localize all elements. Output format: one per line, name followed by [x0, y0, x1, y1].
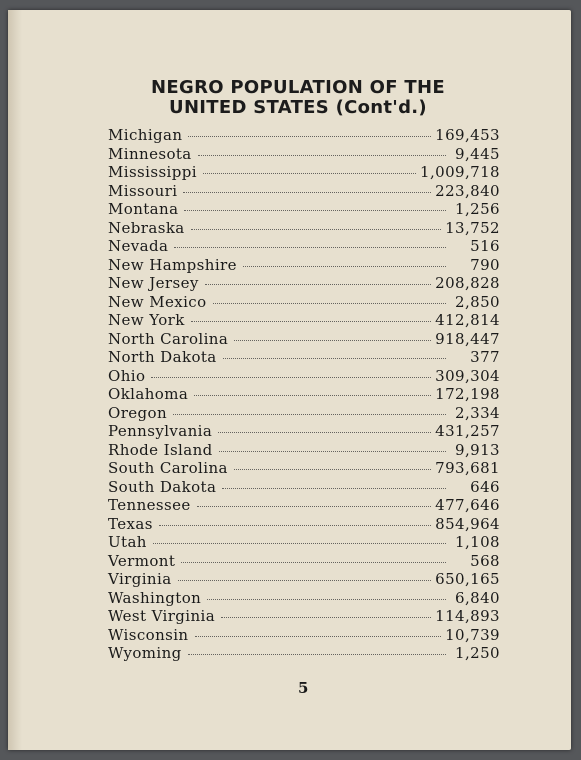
state-name: Virginia: [108, 570, 172, 588]
population-value: 1,256: [455, 200, 500, 218]
list-item: [108, 330, 500, 349]
list-item: [108, 607, 500, 626]
population-value: 377: [470, 348, 500, 366]
list-item: [108, 256, 500, 275]
list-item: [108, 478, 500, 497]
dot-leader: [234, 340, 431, 341]
state-name: Nebraska: [108, 218, 185, 237]
list-item: [108, 626, 500, 645]
state-name: North Carolina: [108, 329, 229, 348]
list-item: [108, 644, 500, 663]
population-value: 169,453: [435, 126, 500, 144]
state-name: Michigan: [108, 126, 183, 144]
state-name: Oklahoma: [108, 385, 189, 403]
dot-leader: [191, 321, 431, 322]
dot-leader: [174, 247, 446, 248]
state-name: New Jersey: [108, 274, 199, 292]
list-item: [108, 145, 500, 164]
list-item: [108, 348, 500, 367]
state-name: Ohio: [108, 366, 146, 385]
state-name: North Dakota: [108, 348, 217, 366]
state-name: Pennsylvania: [108, 422, 213, 440]
dot-leader: [184, 210, 446, 211]
list-item: [108, 367, 500, 386]
dot-leader: [222, 488, 446, 489]
state-name: Oregon: [108, 403, 168, 422]
population-value: 1,009,718: [420, 163, 500, 181]
dot-leader: [213, 303, 446, 304]
population-value: 9,913: [455, 440, 500, 459]
list-item: [108, 311, 500, 330]
title-line-2: UNITED STATES (Cont'd.): [169, 97, 427, 118]
list-item: [108, 422, 500, 441]
dot-leader: [178, 580, 432, 581]
list-item: [108, 293, 500, 312]
population-value: 2,850: [455, 292, 500, 311]
population-value: 568: [470, 551, 500, 570]
dot-leader: [194, 395, 431, 396]
page-number: 5: [298, 679, 309, 697]
dot-leader: [243, 266, 446, 267]
state-name: Minnesota: [108, 144, 192, 163]
list-item: [108, 219, 500, 238]
dot-leader: [183, 192, 431, 193]
population-value: 9,445: [455, 144, 500, 163]
state-name: New Mexico: [108, 292, 207, 311]
state-name: Washington: [108, 588, 202, 607]
list-item: [108, 552, 500, 571]
state-name: Wisconsin: [108, 625, 189, 644]
dot-leader: [159, 525, 431, 526]
state-name: Mississippi: [108, 163, 197, 181]
state-name: South Carolina: [108, 459, 228, 477]
list-item: [108, 589, 500, 608]
population-value: 2,334: [455, 403, 500, 422]
state-name: Tennessee: [108, 496, 191, 514]
population-value: 854,964: [435, 514, 500, 533]
population-value: 431,257: [435, 422, 500, 440]
population-value: 13,752: [445, 218, 500, 237]
list-item: [108, 533, 500, 552]
dot-leader: [151, 377, 431, 378]
dot-leader: [219, 451, 446, 452]
population-value: 516: [470, 237, 500, 255]
state-name: Missouri: [108, 181, 178, 200]
state-name: Nevada: [108, 237, 169, 255]
state-name: Texas: [108, 514, 153, 533]
state-name: New Hampshire: [108, 255, 237, 274]
list-item: [108, 404, 500, 423]
population-value: 646: [470, 477, 500, 496]
list-item: [108, 274, 500, 293]
dot-leader: [234, 469, 431, 470]
dot-leader: [153, 543, 446, 544]
list-item: [108, 570, 500, 589]
list-item: [108, 515, 500, 534]
list-item: [108, 163, 500, 182]
state-name: Utah: [108, 533, 147, 551]
dot-leader: [188, 136, 431, 137]
list-item: [108, 182, 500, 201]
list-item: [108, 200, 500, 219]
page-title: [128, 78, 468, 118]
dot-leader: [221, 617, 431, 618]
page-binding-shadow: [8, 10, 22, 750]
title-line-1: NEGRO POPULATION OF THE: [151, 77, 445, 98]
state-name: New York: [108, 311, 185, 329]
population-value: 172,198: [435, 385, 500, 403]
dot-leader: [203, 173, 416, 174]
population-value: 477,646: [435, 496, 500, 514]
state-name: South Dakota: [108, 477, 217, 496]
state-name: Vermont: [108, 551, 176, 570]
list-item: [108, 496, 500, 515]
dot-leader: [218, 432, 431, 433]
population-value: 223,840: [435, 181, 500, 200]
state-name: West Virginia: [108, 607, 216, 625]
population-value: 10,739: [445, 625, 500, 644]
list-item: [108, 237, 500, 256]
dot-leader: [207, 599, 446, 600]
population-value: 309,304: [435, 366, 500, 385]
list-item: [108, 441, 500, 460]
dot-leader: [198, 155, 446, 156]
population-value: 793,681: [435, 459, 500, 477]
population-value: 208,828: [435, 274, 500, 292]
state-name: Montana: [108, 200, 179, 218]
population-value: 114,893: [435, 607, 500, 625]
dot-leader: [195, 636, 442, 637]
book-page: [8, 10, 571, 750]
population-value: 790: [470, 255, 500, 274]
population-list: [108, 126, 500, 663]
state-name: Rhode Island: [108, 440, 213, 459]
dot-leader: [188, 654, 446, 655]
dot-leader: [197, 506, 431, 507]
dot-leader: [205, 284, 431, 285]
population-value: 412,814: [435, 311, 500, 329]
list-item: [108, 126, 500, 145]
population-value: 918,447: [435, 329, 500, 348]
population-value: 650,165: [435, 570, 500, 588]
dot-leader: [173, 414, 446, 415]
list-item: [108, 385, 500, 404]
population-value: 6,840: [455, 588, 500, 607]
dot-leader: [223, 358, 446, 359]
dot-leader: [191, 229, 441, 230]
population-value: 1,108: [455, 533, 500, 551]
dot-leader: [181, 562, 446, 563]
state-name: Wyoming: [108, 644, 182, 662]
population-value: 1,250: [455, 644, 500, 662]
list-item: [108, 459, 500, 478]
